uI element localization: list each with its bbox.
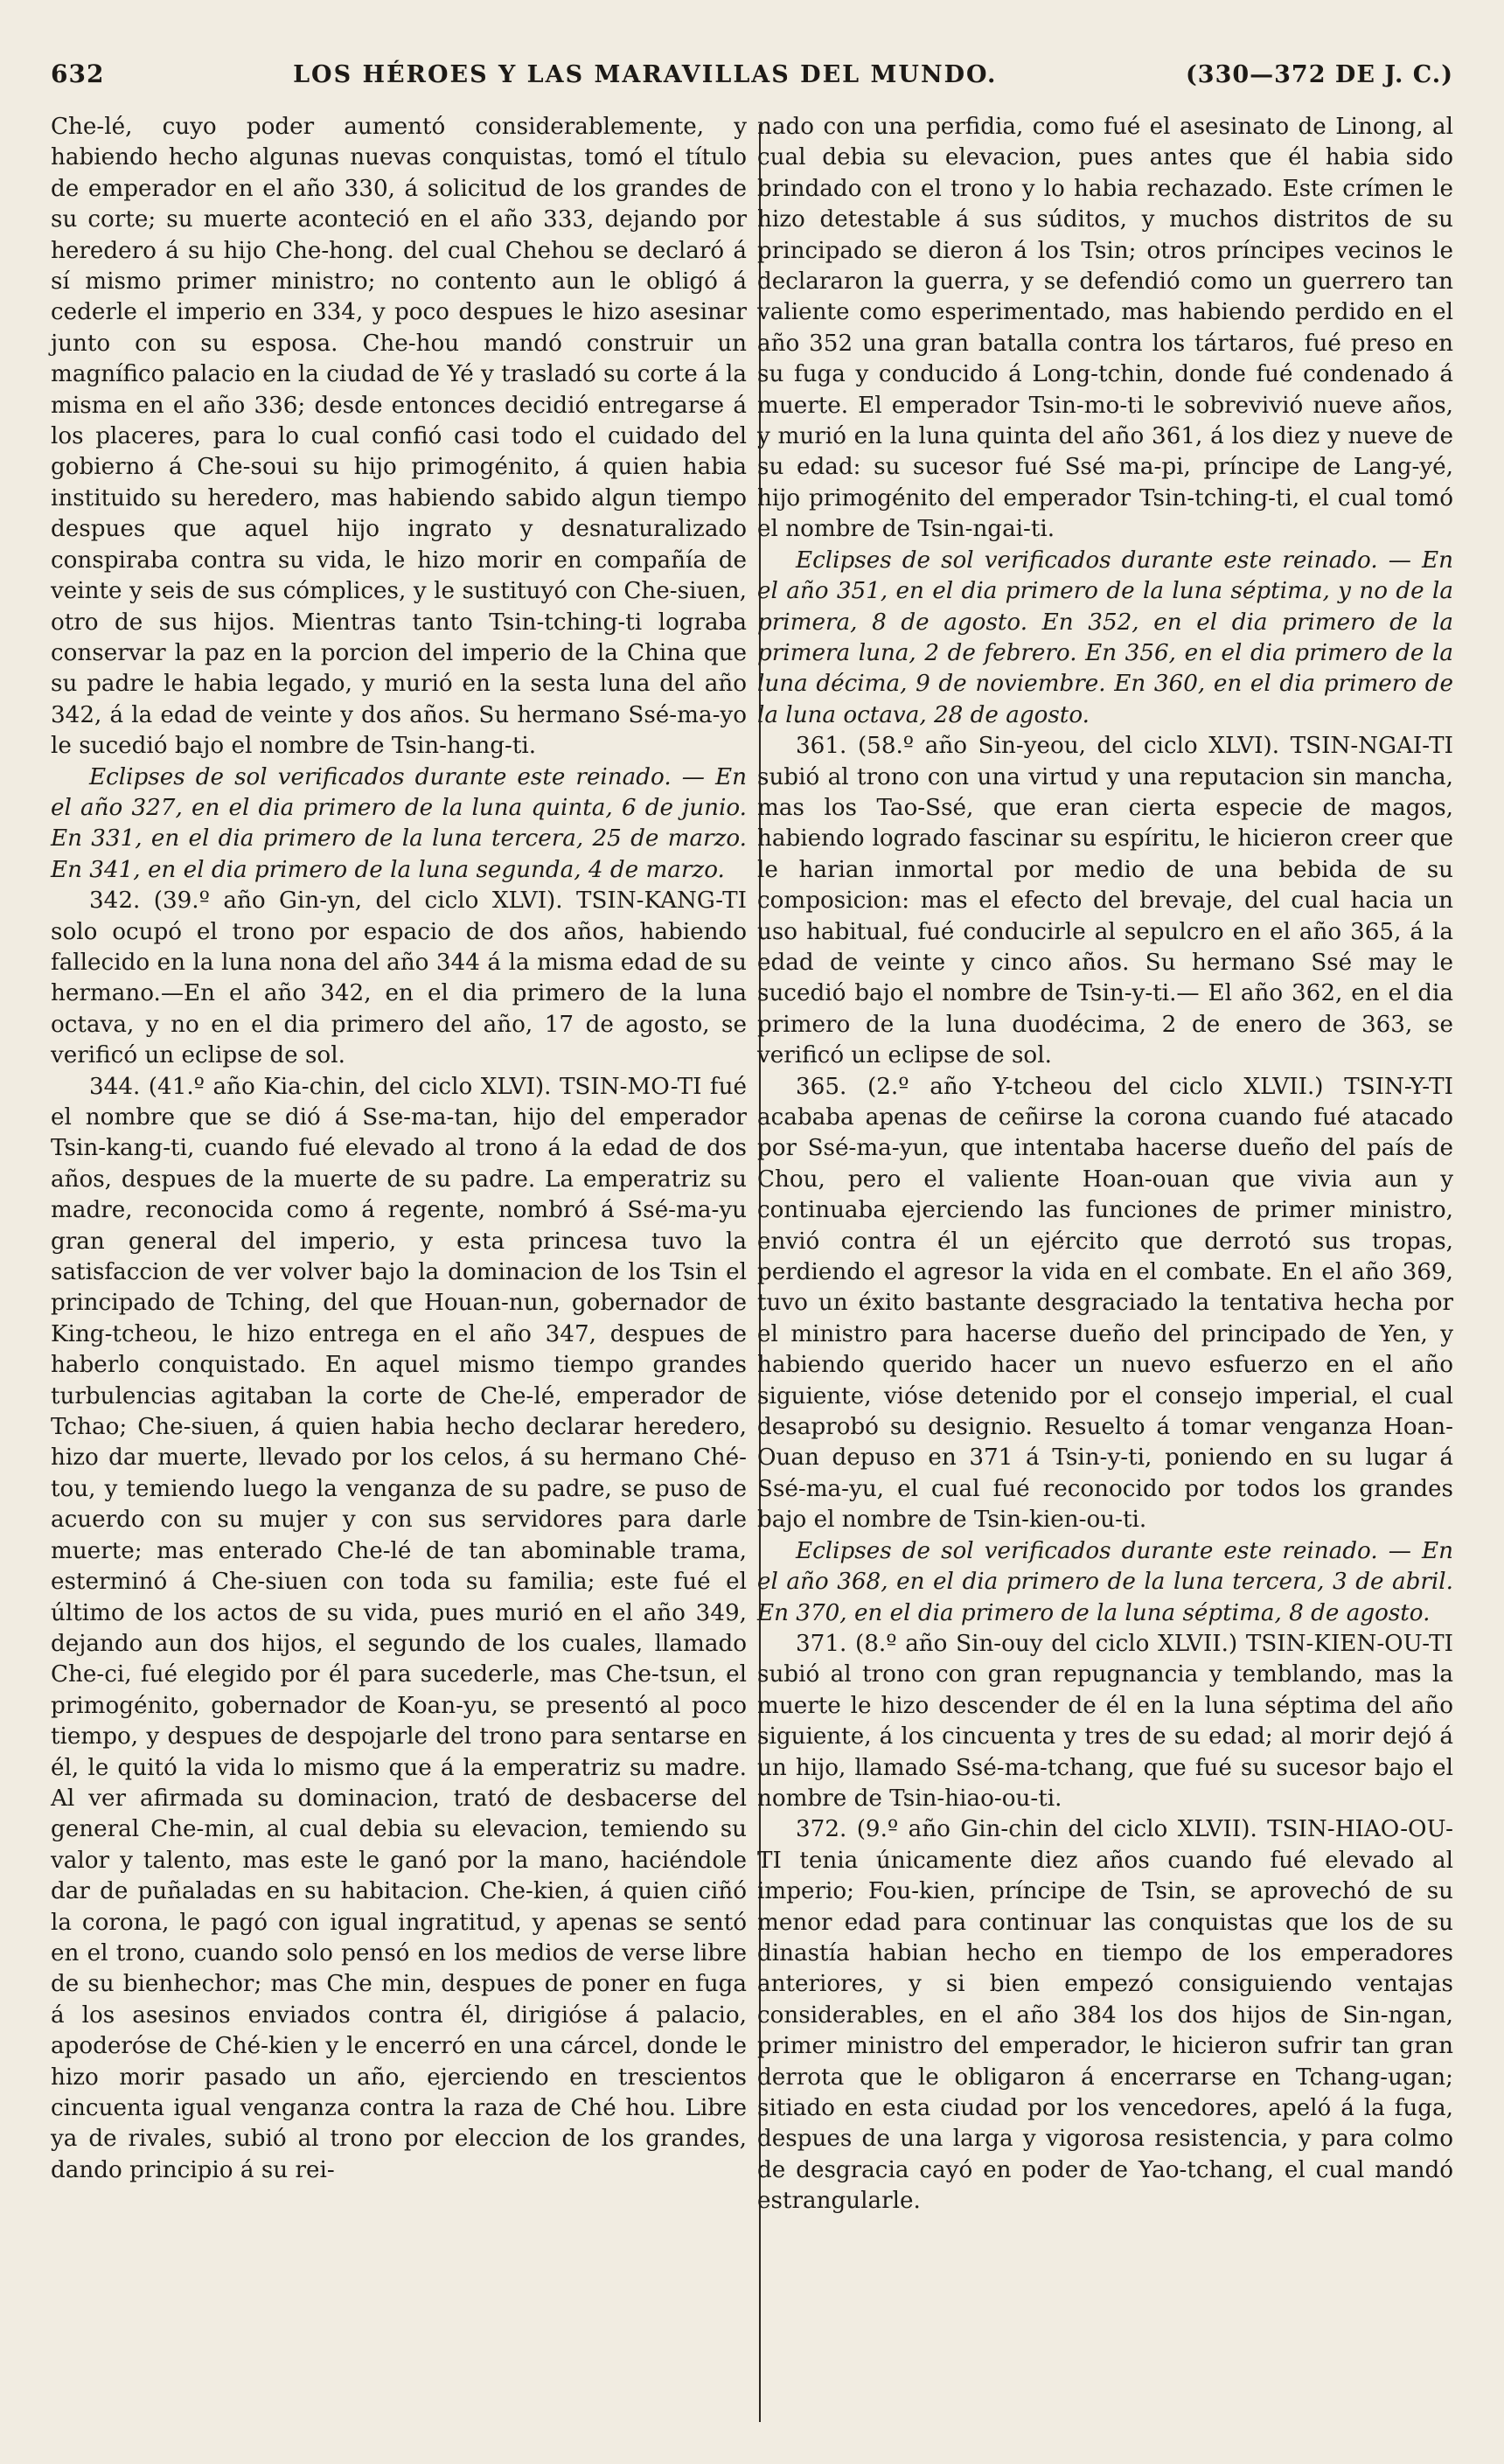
paragraph: 344. (41.º año Kia-chin, del ciclo XLVI). TSIN-MO-TI fué el nombre que se dió á Sse-ma-tan, hijo del emperador Tsin-kang-ti, cuando fué elevado al trono á la edad de dos años, despues de la muerte de su padre. La emperatriz su madre, reconocida como á regente, nombró á Ssé-ma-yu gran general del imperio, y esta princesa tuvo la satisfaccion de ver volver bajo la dominacion de los Tsin el principado de Tching, del que Houan-nun, gobernador de King-tcheou, le hizo entrega en el año 347, despues de haberlo conquistado. En aquel mismo tiempo grandes turbulencias agitaban la corte de Che-lé, emperador de Tchao; Che-siuen, á quien habia hecho declarar heredero, hizo dar muerte, llevado por los celos, á su hermano Ché-tou, y temiendo luego la venganza de su padre, se puso de acuerdo con su mujer y con sus servidores para darle muerte; mas enterado Che-lé de tan abominable trama, esterminó á Che-siuen con toda su familia; este fué el último de los actos de su vida, pues murió en el año 349, dejando aun dos hijos, el segundo de los cuales, llamado Che-ci, fué elegido por él para sucederle, mas Che-tsun, el primogénito, gobernador de Koan-yu, se presentó al poco tiempo, y despues de despojarle del trono para sentarse en él, le quitó la vida lo mismo que á la emperatriz su madre. Al ver afirmada su dominacion, trató de desbacerse del general Che-min, al cual debia su elevacion, temiendo su valor y talento, mas este le ganó por la mano, haciéndole dar de puñaladas en su habitacion. Che-kien, á quien ciñó la corona, le pagó con igual ingratitud, y apenas se sentó en el trono, cuando solo pensó en los medios de verse libre de su bienhechor; mas Che min, despues de poner en fuga á los asesinos enviados contra él, dirigióse á palacio, apoderóse de Ché-kien y le encerró en una cárcel, donde le hizo morir pasado un año, ejerciendo en trescientos cincuenta igual venganza contra la raza de Ché hou. Libre ya de rivales, subió al trono por eleccion de los grandes, dando principio á su rei- <box>51 1073 747 2183</box>
paragraph: 342. (39.º año Gin-yn, del ciclo XLVI). TSIN-KANG-TI solo ocupó el trono por espacio de dos años, habiendo fallecido en la luna nona del año 344 á la misma edad de su hermano.—En el año 342, en el dia primero de la luna octava, y no en el dia primero del año, 17 de agosto, se verificó un eclipse de sol. <box>51 887 747 1069</box>
paragraph: 365. (2.º año Y-tcheou del ciclo XLVII.) TSIN-Y-TI acababa apenas de ceñirse la corona cuando fué atacado por Ssé-ma-yun, que intentaba hacerse dueño del país de Chou, pero el valiente Hoan-ouan que vivia aun y continuaba ejerciendo las funciones de primer ministro, envió contra él un ejército que derrotó sus tropas, perdiendo el agresor la vida en el combate. En el año 369, tuvo un éxito bastante desgraciado la tentativa hecha por el ministro para hacerse dueño del principado de Yen, y habiendo querido hacer un nuevo esfuerzo en el año siguiente, vióse detenido por el consejo imperial, el cual desaprobó su designio. Resuelto á tomar venganza Hoan-Ouan depuso en 371 á Tsin-y-ti, poniendo en su lugar á Ssé-ma-yu, el cual fué reconocido por todos los grandes bajo el nombre de Tsin-kien-ou-ti. <box>757 1073 1453 1534</box>
left-column <box>51 112 747 2186</box>
eclipse-paragraph: Eclipses de sol verificados durante este reinado. — En el año 351, en el dia primero de la luna séptima, y no de la primera, 8 de agosto. En 352, en el dia primero de la primera luna, 2 de febrero. En 356, en el dia primero de la luna décima, 9 de noviembre. En 360, en el dia primero de la luna octava, 28 de agosto. <box>757 546 1453 728</box>
paragraph: 372. (9.º año Gin-chin del ciclo XLVII). TSIN-HIAO-OU-TI tenia únicamente diez años cuando fué elevado al imperio; Fou-kien, príncipe de Tsin, se aprovechó de su menor edad para continuar las conquistas que los de su dinastía habian hecho en tiempo de los emperadores anteriores, y si bien empezó consiguiendo ventajas considerables, en el año 384 los dos hijos de Sin-ngan, primer ministro del emperador, le hicieron sufrir tan gran derrota que le obligaron á encerrarse en Tchang-ugan; sitiado en esta ciudad por los vencedores, apeló á la fuga, despues de una larga y vigorosa resistencia, y para colmo de desgracia cayó en poder de Yao-tchang, el cual mandó estrangularle. <box>757 1816 1453 2215</box>
eclipse-paragraph: Eclipses de sol verificados durante este reinado. — En el año 327, en el dia primero de la luna quinta, 6 de junio. En 331, en el dia primero de la luna tercera, 25 de marzo. En 341, en el dia primero de la luna segunda, 4 de marzo. <box>51 763 747 883</box>
page-number: 632 <box>51 59 105 88</box>
running-header <box>51 59 1453 105</box>
paragraph: nado con una perfidia, como fué el asesinato de Linong, al cual debia su elevacion, pues antes que él habia sido brindado con el trono y lo habia rechazado. Este crímen le hizo detestable á sus súditos, y muchos distritos de su principado se dieron á los Tsin; otros príncipes vecinos le declararon la guerra, y se defendió como un guerrero tan valiente como esperimentado, mas habiendo perdido en el año 352 una gran batalla contra los tártaros, fué preso en su fuga y conducido á Long-tchin, donde fué condenado á muerte. El emperador Tsin-mo-ti le sobrevivió nueve años, y murió en la luna quinta del año 361, á los diez y nueve de su edad: su sucesor fué Ssé ma-pi, príncipe de Lang-yé, hijo primogénito del emperador Tsin-tching-ti, el cual tomó el nombre de Tsin-ngai-ti. <box>757 114 1453 543</box>
paragraph: Che-lé, cuyo poder aumentó considerablemente, y habiendo hecho algunas nuevas conquistas, tomó el título de emperador en el año 330, á solicitud de los grandes de su corte; su muerte aconteció en el año 333, dejando por heredero á su hijo Che-hong. del cual Chehou se declaró á sí mismo primer ministro; no contento aun le obligó á cederle el imperio en 334, y poco despues le hizo asesinar junto con su esposa. Che-hou mandó construir un magnífico palacio en la ciudad de Yé y trasladó su corte á la misma en el año 336; desde entonces decidió entregarse á los placeres, para lo cual confió casi todo el cuidado del gobierno á Che-soui su hijo primogénito, á quien habia instituido su heredero, mas habiendo sabido algun tiempo despues que aquel hijo ingrato y desnaturalizado conspiraba contra su vida, le hizo morir en compañía de veinte y seis de sus cómplices, y le sustituyó con Che-siuen, otro de sus hijos. Mientras tanto Tsin-tching-ti lograba conservar la paz en la porcion del imperio de la China que su padre le habia legado, y murió en la sesta luna del año 342, á la edad de veinte y dos años. Su hermano Ssé-ma-yo le sucedió bajo el nombre de Tsin-hang-ti. <box>51 114 747 760</box>
date-range: (330—372 DE J. C.) <box>1186 61 1453 88</box>
running-title: LOS HÉROES Y LAS MARAVILLAS DEL MUNDO. <box>293 61 998 88</box>
eclipse-paragraph: Eclipses de sol verificados durante este reinado. — En el año 368, en el dia primero de la luna tercera, 3 de abril. En 370, en el dia primero de la luna séptima, 8 de agosto. <box>757 1537 1453 1626</box>
paragraph: 361. (58.º año Sin-yeou, del ciclo XLVI). TSIN-NGAI-TI subió al trono con una virtud y una reputacion sin mancha, mas los Tao-Ssé, que eran cierta especie de magos, habiendo logrado fascinar su espíritu, le hicieron creer que le harian inmortal por medio de una bebida de su composicion: mas el efecto del brevaje, del cual hacia un uso habitual, fué conducirle al sepulcro en el año 365, á la edad de veinte y cinco años. Su hermano Ssé may le sucedió bajo el nombre de Tsin-y-ti.— El año 362, en el dia primero de la luna duodécima, 2 de enero de 363, se verificó un eclipse de sol. <box>757 733 1453 1069</box>
right-column <box>757 112 1453 2217</box>
paragraph: 371. (8.º año Sin-ouy del ciclo XLVII.) TSIN-KIEN-OU-TI subió al trono con gran repugnancia y temblando, mas la muerte le hizo descender de él en la luna séptima del año siguiente, á los cincuenta y tres de su edad; al morir dejó á un hijo, llamado Ssé-ma-tchang, que fué su sucesor bajo el nombre de Tsin-hiao-ou-ti. <box>757 1630 1453 1812</box>
text-columns <box>51 112 1453 2426</box>
